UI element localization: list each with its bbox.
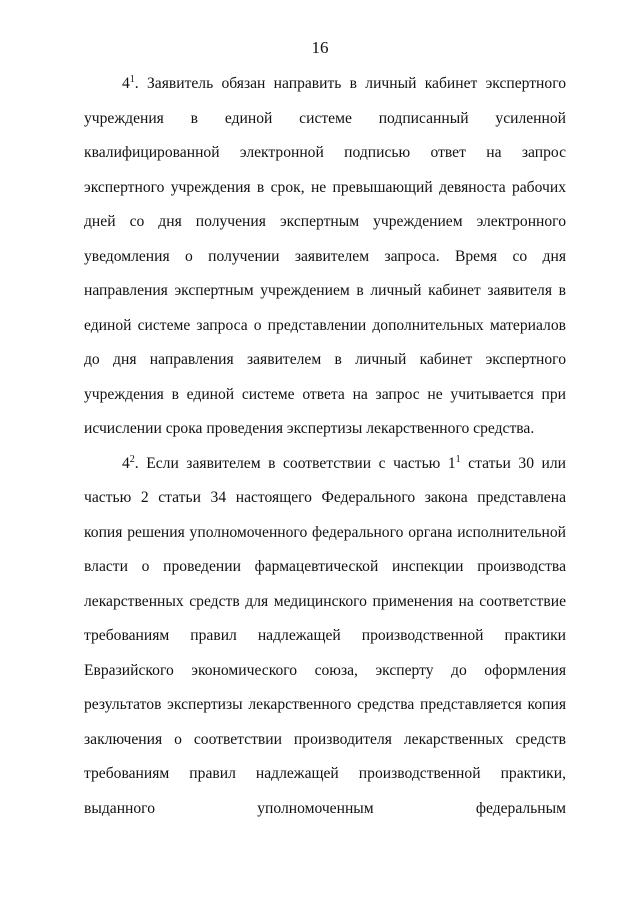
paragraph-text-continued: статьи 30 или частью 2 статьи 34 настоящего Федерального закона представлена копия решения уполномоченного федерального органа исполнительной власти о проведении фармацевтической инспекции производства лекарственных средств для медицинского применения на соответствие требованиям правил надлежащей производственной практики Евразийского экономического союза, эксперту до оформления результатов экспертизы лекарственного средства представляется копия заключения о соответствии производителя лекарственных средств требованиям правил надлежащей производственной практики, выданного уполномоченным федеральным — [84, 454, 567, 817]
document-body — [84, 67, 566, 826]
paragraph-text: . Заявитель обязан направить в личный кабинет экспертного учреждения в единой системе подписанный усиленной квалифицированной электронной подписью ответ на запрос экспертного учреждения в срок, не превышающий девяноста рабочих дней со дня получения экспертным учреждением электронного уведомления о получении заявителем запроса. Время со дня направления экспертным учреждением в личный кабинет заявителя в единой системе запроса о представлении дополнительных материалов до дня направления заявителем в личный кабинет экспертного учреждения в единой системе ответа на запрос не учитывается при исчислении срока проведения экспертизы лекарственного средства. — [84, 75, 566, 437]
paragraph-number-superscript: 2 — [129, 453, 135, 465]
paragraph-text: . Если заявителем в соответствии с частью 1 — [134, 454, 456, 472]
page-number: 16 — [311, 38, 329, 57]
reference-superscript: 1 — [455, 453, 461, 465]
paragraph-number-superscript: 1 — [129, 73, 135, 85]
paragraph-4-1 — [84, 67, 566, 447]
paragraph-number: 4 — [122, 454, 130, 472]
paragraph-4-2 — [84, 447, 566, 827]
paragraph-number: 4 — [122, 75, 130, 92]
